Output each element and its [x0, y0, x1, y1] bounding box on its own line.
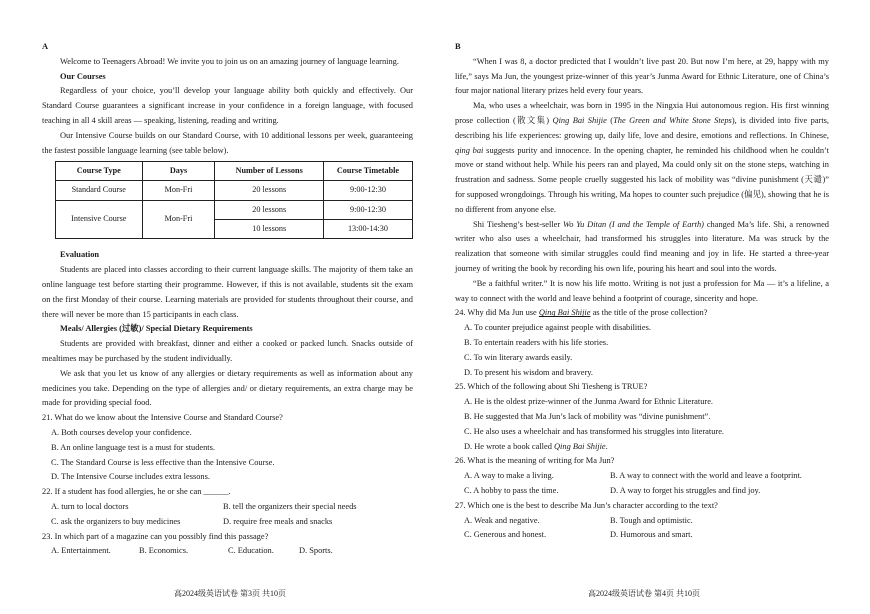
option-a: A. He is the oldest prize-winner of the Junma Award for Ethnic Literature.: [464, 397, 714, 407]
option-b: B. To entertain readers with his life stories.: [464, 337, 609, 347]
options-row: [455, 514, 829, 529]
option-c: C. Generous and honest.: [464, 530, 547, 540]
table-row: [56, 181, 413, 201]
option-d: D. Humorous and smart.: [610, 530, 693, 540]
table-cell: Standard Course: [56, 181, 143, 201]
course-table: [55, 161, 413, 239]
table-cell: 10 lessons: [215, 220, 323, 239]
option-a: A. turn to local doctors: [51, 501, 129, 511]
table-header: Number of Lessons: [215, 162, 323, 181]
passage-b-paragraph-2: Ma, who uses a wheelchair, was born in 1995 in the Ningxia Hui autonomous region. His first winning prose collection (散文集) Qing Bai Shijie (The Green and White Stone Steps), is divided into five parts, describing his life experiences: growing up, daily life, love and desire, emotions and reflections. In Chinese, qing bai suggests purity and innocence. In the opening chapter, he reminded his childhood when he couldn’t move or stand without help. While his peers ran and played, Ma could only sit on the stone steps, watching in frustration and sadness. Some people cruelly suggested his lack of mobility was “divine punishment (天谴)” for supposed wrongdoings. Through his writing, Ma hopes to counter such prejudice (偏见), showing that he is no different from anyone else.: [455, 101, 830, 214]
courses-paragraph-2: Our Intensive Course builds on our Standard Course, with 10 additional lessons per week, guaranteeing the fastest possible language learning (see table below).: [42, 130, 413, 155]
options-row: [455, 484, 829, 499]
table-cell: Mon-Fri: [142, 201, 215, 239]
table-header: Course Type: [56, 162, 143, 181]
option-a: A. Both courses develop your confidence.: [51, 427, 192, 437]
option-d: D. To present his wisdom and bravery.: [464, 367, 593, 377]
option-d: D. require free meals and snacks: [223, 516, 333, 526]
question-26: [455, 454, 829, 498]
question-27: [455, 499, 829, 543]
option-c: C. The Standard Course is less effective than the Intensive Course.: [51, 457, 275, 467]
question-stem: 21. What do we know about the Intensive Course and Standard Course?: [42, 413, 283, 423]
question-25: [455, 380, 829, 454]
table-header: Course Timetable: [323, 162, 412, 181]
meals-paragraph-2: We ask that you let us know of any allergies or dietary requirements as well as information about any medicines you take. Depending on the type of allergies and/ or dietary requirements, an extra charge may be made for providing special food.: [42, 368, 413, 408]
passage-b-paragraph-4: “Be a faithful writer.” It is now his life motto. Writing is not just a profession for Ma — it’s a lifeline, a way to connect with the world and leave behind a footprint of courage, sincerity and hope.: [455, 278, 829, 303]
question-24: [455, 306, 829, 380]
option-d: D. He wrote a book called Qing Bai Shijie.: [464, 441, 608, 451]
question-stem: 24. Why did Ma Jun use Qing Bai Shijie as the title of the prose collection?: [455, 308, 708, 318]
option-c: C. A hobby to pass the time.: [464, 485, 559, 495]
question-22: [42, 485, 413, 529]
table-header: Days: [142, 162, 215, 181]
table-row: [56, 201, 413, 220]
table-cell: 9:00-12:30: [323, 201, 412, 220]
question-stem: 23. In which part of a magazine can you possibly find this passage?: [42, 531, 269, 541]
courses-paragraph-1: Regardless of your choice, you’ll develop your language ability both quickly and effectively. Our Standard Course guarantees a significant increase in your confidence in a foreign language, with focused teaching in all 4 skill areas — speaking, listening, reading and writing.: [42, 86, 413, 125]
option-b: B. He suggested that Ma Jun’s lack of mobility was “divine punishment”.: [464, 411, 711, 421]
table-cell: 20 lessons: [215, 201, 323, 220]
options-row: [455, 528, 829, 543]
table-cell: 20 lessons: [215, 181, 323, 201]
options-row: [42, 500, 413, 515]
passage-b-paragraph-1: “When I was 8, a doctor predicted that I wouldn’t live past 20. But now I’m here, at 29, happy with my life,” says Ma Jun, the youngest prize-winner of this year’s Junma Award for Ethnic Literature, one of China’s four major national literary prizes held every four years.: [455, 56, 829, 96]
left-column: [42, 40, 413, 559]
page-footer-right: 高2024级英语试卷 第4页 共10页: [588, 589, 700, 598]
options-row: [42, 515, 413, 530]
passage-b-title: B: [455, 42, 461, 51]
option-d: D. A way to forget his struggles and find joy.: [610, 485, 761, 495]
table-cell: Mon-Fri: [142, 181, 215, 201]
question-stem: 25. Which of the following about Shi Tiesheng is TRUE?: [455, 382, 648, 392]
option-c: C. To win literary awards easily.: [464, 352, 573, 362]
table-cell: Intensive Course: [56, 201, 143, 239]
page-footer-left: 高2024级英语试卷 第3页 共10页: [174, 589, 286, 598]
option-a: A. Weak and negative.: [464, 515, 540, 525]
table-cell: 9:00-12:30: [323, 181, 412, 201]
term: qing bai: [455, 145, 484, 155]
options-row: [455, 469, 829, 484]
option-a: A. To counter prejudice against people with disabilities.: [464, 323, 651, 333]
meals-paragraph-1: Students are provided with breakfast, dinner and either a cooked or packed lunch. Snacks outside of mealtimes may be purchased by the student individually.: [42, 339, 413, 363]
option-b: B. An online language test is a must for students.: [51, 442, 215, 452]
option-b: B. Economics.: [139, 546, 189, 556]
option-b: B. Tough and optimistic.: [610, 515, 693, 525]
passage-b-paragraph-3: Shi Tiesheng’s best-seller Wo Yu Ditan (I and the Temple of Earth) changed Ma’s life. Shi, a renowned writer who also uses a wheelchair, had transformed his struggles into literature. Ma was struck by the realization that someone with similar struggles could find meaning and joy in life. He started a three-year journey of writing the book by recording his own life, pouring his heart and soul into the words.: [455, 219, 829, 273]
book-title: Qing Bai Shijie: [552, 115, 607, 125]
option-d: D. The Intensive Course includes extra lessons.: [51, 472, 210, 482]
option-c: C. ask the organizers to buy medicines: [51, 516, 181, 526]
courses-heading: Our Courses: [60, 71, 106, 81]
option-d: D. Sports.: [299, 546, 333, 556]
question-23: [42, 530, 413, 560]
meals-heading: Meals/ Allergies (过敏)/ Special Dietary Requirements: [60, 324, 253, 334]
option-a: A. Entertainment.: [51, 546, 111, 556]
table-header-row: [56, 162, 413, 181]
question-stem: 27. Which one is the best to describe Ma Jun’s character according to the text?: [455, 500, 718, 510]
option-c: C. Education.: [228, 546, 274, 556]
option-c: C. He also uses a wheelchair and has transformed his struggles into literature.: [464, 426, 725, 436]
right-column: [455, 40, 829, 543]
table-cell: 13:00-14:30: [323, 220, 412, 239]
intro-paragraph: Welcome to Teenagers Abroad! We invite you to join us on an amazing journey of language learning.: [60, 56, 399, 66]
question-21: [42, 411, 413, 485]
question-stem: 22. If a student has food allergies, he or she can ______.: [42, 487, 231, 497]
book-title: Wo Yu Ditan (I and the Temple of Earth): [562, 219, 704, 229]
question-stem: 26. What is the meaning of writing for Ma Jun?: [455, 456, 615, 466]
book-title-english: The Green and White Stone Steps: [613, 115, 732, 125]
option-b: B. A way to connect with the world and leave a footprint.: [610, 471, 802, 481]
evaluation-heading: Evaluation: [60, 250, 100, 260]
options-row: [42, 544, 413, 559]
option-b: B. tell the organizers their special needs: [223, 501, 357, 511]
option-a: A. A way to make a living.: [464, 471, 554, 481]
passage-a-title: A: [42, 42, 49, 51]
evaluation-paragraph: Students are placed into classes according to their current language skills. The majority of them take an online language test before starting their programme. However, if this is not available, students sit the exam on the first Monday of their course. Learning materials are provided for students throughout their course, and there will never be more than 15 participants in each class.: [42, 265, 413, 319]
